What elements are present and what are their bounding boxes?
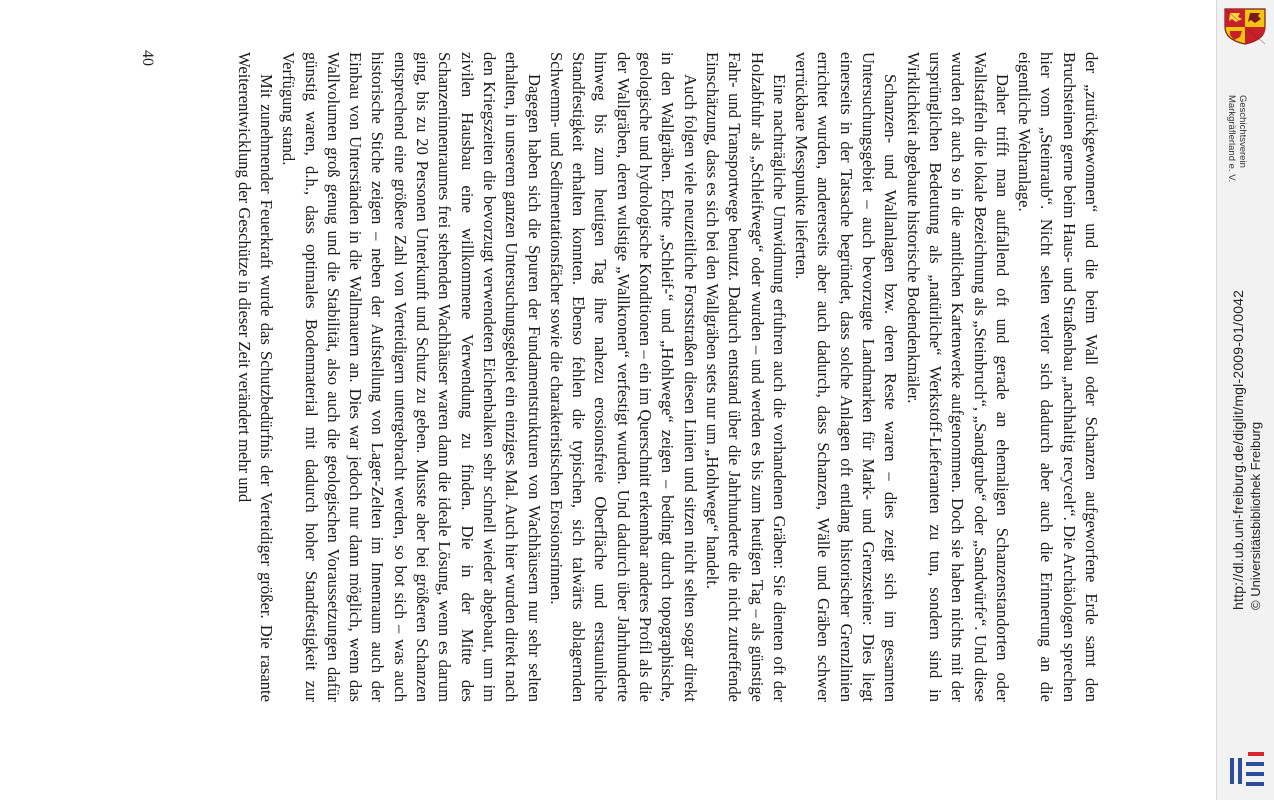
page-number: 40	[139, 50, 156, 66]
copyright-notice: © Universitätsbibliothek Freiburg	[1248, 421, 1263, 610]
paragraph: Eine nachträgliche Umwidmung erfuhren auch die vorhandenen Gräben: Sie dienten oft der Holzabfuhr als „Schleifwege“ oder wurden – und werden es bis zum heutigen Tag – als günstige Fahr- und Transportwege benutzt. Dadurch entstand über die Jahrhunderte die nicht zutreffende Einschätzung, dass es sich bei den Wallgräben stets nur um „Hohlwege“ handelt.	[702, 52, 789, 702]
ub-freiburg-logo-icon[interactable]	[1226, 748, 1268, 792]
source-link[interactable]: http://dl.ub.uni-freiburg.de/diglit/mgl-2009-01/0042	[1230, 289, 1246, 610]
page-body-text	[232, 52, 1102, 702]
society-name: Geschichtsverein	[1237, 95, 1248, 168]
paragraph: der „zurückgewonnen“ und die beim Wall oder Schanzen aufgeworfene Erde samt den Bruchsteinen gerne beim Haus- und Straßenbau „nachhaltig recycelt“. Die Archäologen sprechen hier vom „Steinraub“. Nicht selten verlor sich dadurch aber auch die Erinnerung an die eigentliche Wehranlage.	[1015, 52, 1101, 702]
paragraph: Dagegen haben sich die Spuren der Fundamentstrukturen von Wachhäusern nur sehr selten erhalten, in unserem ganzen Untersuchungsgebiet ein einziges Mal. Auch hier wurden direkt nach den Kriegszeiten die bevorzugt verwendeten Eichenbalken sehr schnell wieder abgebaut, um im zivilen Hausbau eine willkommene Verwendung zu finden. Die in der Mitte des Schanzeninnenraumes frei stehenden Wachhäuser waren dann die ideale Lösung, wenn es darum ging, bis zu 20 Personen Unterkunft und Schutz zu geben. Musste aber bei größeren Schanzen entsprechend eine größere Zahl von Verteidigern untergebracht werden, so bot sich – was auch historische Stiche zeigen – neben der Aufstellung von Lager-Zelten im Innenraum auch der Einbau von Unterständen in die Wallmauern an. Dies war jedoch nur dann möglich, wenn das Wallvolumen groß genug und die Stabilität, also auch die geologischen Voraussetzungen dafür günstig waren, d.h., dass optimales Bodenmaterial mit dadurch hoher Standfestigkeit zur Verfügung stand.	[279, 52, 544, 702]
paragraph: Daher trifft man auffallend oft und gerade an ehemaligen Schanzenstandorten oder Wallstaffeln die lokale Bezeichnung als „Steinbruch“, „Sandgrube“ oder „Sandwürfe“. Und diese wurden oft auch so in die amtlichen Kartenwerke aufgenommen. Doch sie haben nichts mit der ursprünglichen Bedeutung als „natürliche“ Werkstoff-Lieferanten zu tun, sondern sind in Wirklichkeit abgebaute historische Bodendenkmäler.	[903, 52, 1012, 702]
society-region: Markgräflerland e. V.	[1226, 95, 1237, 183]
paragraph: Mit zunehmender Feuerkraft wurde das Schutzbedürfnis der Verteidiger größer. Die rasante Weiterentwicklung der Geschütze in dieser Zeit verändert mehr und	[234, 52, 277, 702]
ub-freiburg-logo-icon	[1226, 748, 1268, 792]
paragraph: Schanzen- und Wallanlagen bzw. deren Reste waren – dies zeigt sich im gesamten Untersuchungsgebiet – auch bevorzugte Landmarken für Mark- und Grenzsteine: Dies liegt einerseits in der Tatsache begründet, dass solche Anlagen oft entlang historischer Grenzlinien errichtet wurden, andererseits aber auch dadurch, dass Schanzen, Wälle und Gräben schwer verrückbare Messpunkte lieferten.	[792, 52, 901, 702]
scanned-page	[120, 40, 1120, 720]
paragraph: Auch folgen viele neuzeitliche Forststraßen diesen Linien und sitzen nicht selten sogar direkt in den Wallgräben. Echte „Schleif-“ und „Hohlwege“ zeigen – bedingt durch topographische, geologische und hydrologische Konditionen – ein im Querschnitt erkennbar anderes Profil als die der Wallgräben, deren wulstige „Wallkronen“ verfestigt wurden. Und dadurch über Jahrhunderte hinweg bis zum heutigen Tag ihre nahezu erosionsfreie Oberfläche und erstaunliche Standfestigkeit erhalten konnten. Ebenso fehlen die typischen, sich talwärts ablagernden Schwemm- und Sedimentationsfächer sowie die charakteristischen Erosionsrinnen.	[546, 52, 700, 702]
sidebar-citation	[1230, 20, 1268, 650]
